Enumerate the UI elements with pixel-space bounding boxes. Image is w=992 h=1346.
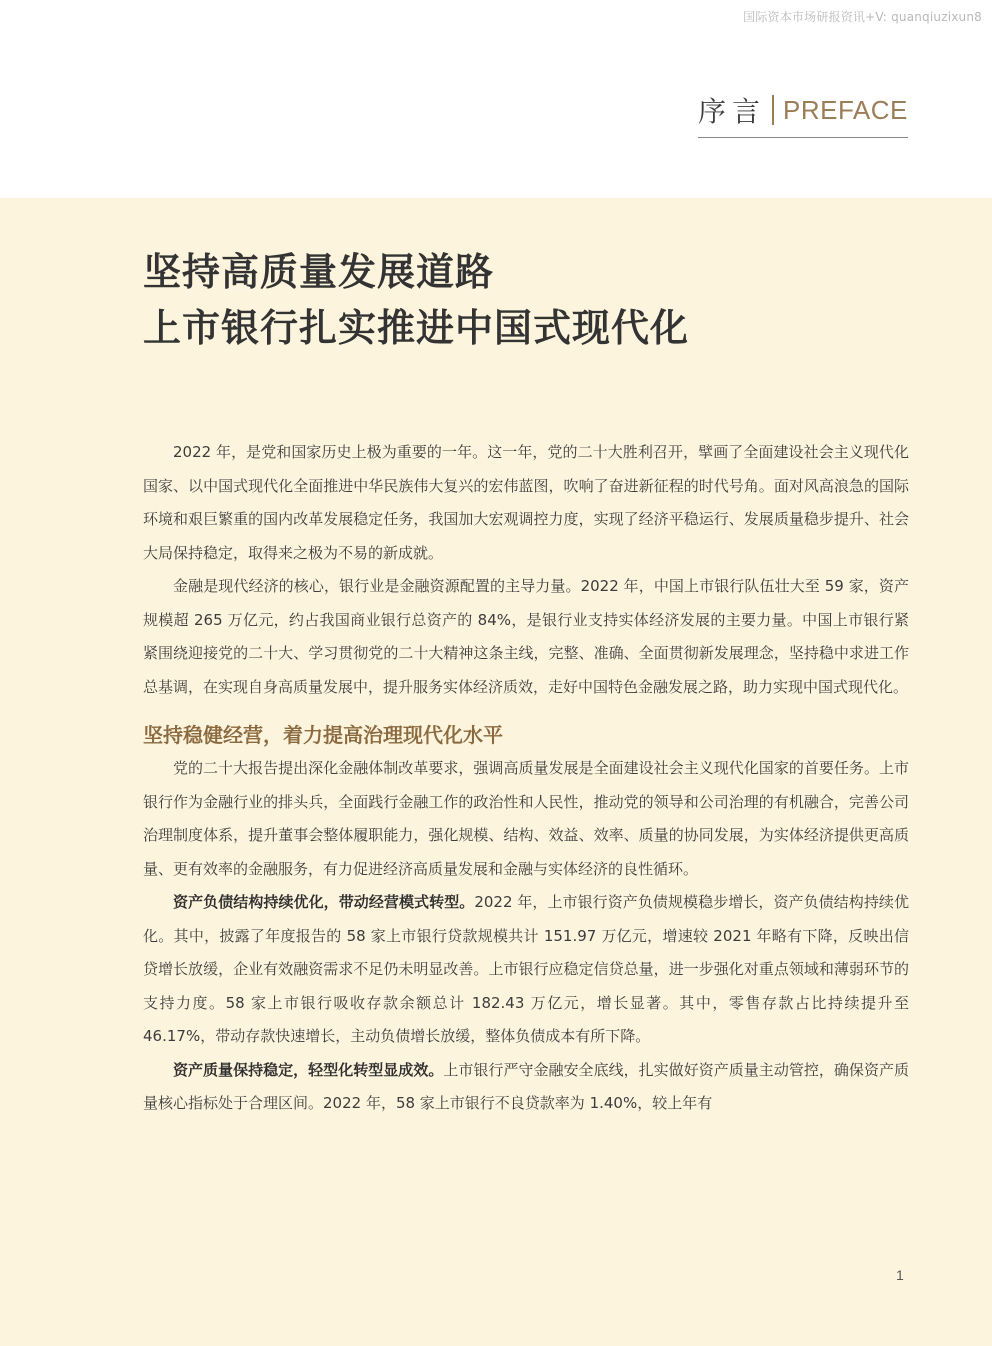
section-header-underline bbox=[698, 137, 908, 138]
page-title-line-2: 上市银行扎实推进中国式现代化 bbox=[143, 306, 690, 350]
paragraph-3: 党的二十大报告提出深化金融体制改革要求，强调高质量发展是全面建设社会主义现代化国家的首要任务。上市银行作为金融行业的排头兵，全面践行金融工作的政治性和人民性，推动党的领导和公司治理的有机融合，完善公司治理制度体系，提升董事会整体履职能力，强化规模、结构、效益、效率、质量的协同发展，为实体经济提供更高质量、更有效率的金融服务，有力促进经济高质量发展和金融与实体经济的良性循环。 bbox=[143, 759, 909, 878]
page-title-line-1: 坚持高质量发展道路 bbox=[143, 250, 495, 294]
paragraph-4-body: 2022 年，上市银行资产负债规模稳步增长，资产负债结构持续优化。其中，披露了年度报告的 58 家上市银行贷款规模共计 151.97 万亿元，增速较 2021 年略有下降，反映出信贷增长放缓，企业有效融资需求不足仍未明显改善。上市银行应稳定信贷总量，进一步强化对重点领域和薄弱环节的支持力度。58 家上市银行吸收存款余额总计 182.43 万亿元，增长显著。其中，零售存款占比持续提升至 46.17%，带动存款快速增长，主动负债增长放缓，整体负债成本有所下降。 bbox=[143, 893, 909, 1045]
paragraph-2: 金融是现代经济的核心，银行业是金融资源配置的主导力量。2022 年，中国上市银行队伍壮大至 59 家，资产规模超 265 万亿元，约占我国商业银行总资产的 84%，是银行业支持实体经济发展的主要力量。中国上市银行紧紧围绕迎接党的二十大、学习贯彻党的二十大精神这条主线，完整、准确、全面贯彻新发展理念，坚持稳中求进工作总基调，在实现自身高质量发展中，提升服务实体经济质效，走好中国特色金融发展之路，助力实现中国式现代化。 bbox=[143, 577, 909, 696]
paragraph-5 bbox=[143, 1054, 909, 1121]
paragraph-5-lead: 资产质量保持稳定，轻型化转型显成效。 bbox=[173, 1060, 444, 1079]
section-header-chinese: 序言 bbox=[698, 95, 767, 128]
page-number: 1 bbox=[896, 1267, 904, 1283]
paragraph-5-body: 上市银行严守金融安全底线，扎实做好资产质量主动管控，确保资产质量核心指标处于合理区间。2022 年，58 家上市银行不良贷款率为 1.40%，较上年有 bbox=[143, 1060, 909, 1112]
paragraph-4 bbox=[143, 886, 909, 1054]
section-header-divider bbox=[772, 95, 774, 125]
paragraph-1: 2022 年，是党和国家历史上极为重要的一年。这一年，党的二十大胜利召开，擘画了全面建设社会主义现代化国家、以中国式现代化全面推进中华民族伟大复兴的宏伟蓝图，吹响了奋进新征程的时代号角。面对风高浪急的国际环境和艰巨繁重的国内改革发展稳定任务，我国加大宏观调控力度，实现了经济平稳运行、发展质量稳步提升、社会大局保持稳定，取得来之极为不易的新成就。 bbox=[143, 443, 909, 562]
section-header bbox=[698, 86, 908, 134]
watermark-text: 国际资本市场研报资讯+V: quanqiuzixun8 bbox=[743, 10, 982, 24]
section-subheading: 坚持稳健经营，着力提高治理现代化水平 bbox=[143, 723, 503, 747]
paragraph-4-lead: 资产负债结构持续优化，带动经营模式转型。 bbox=[173, 893, 475, 911]
body-text bbox=[143, 436, 909, 1121]
section-header-english: PREFACE bbox=[783, 94, 908, 125]
page-title bbox=[143, 244, 689, 356]
